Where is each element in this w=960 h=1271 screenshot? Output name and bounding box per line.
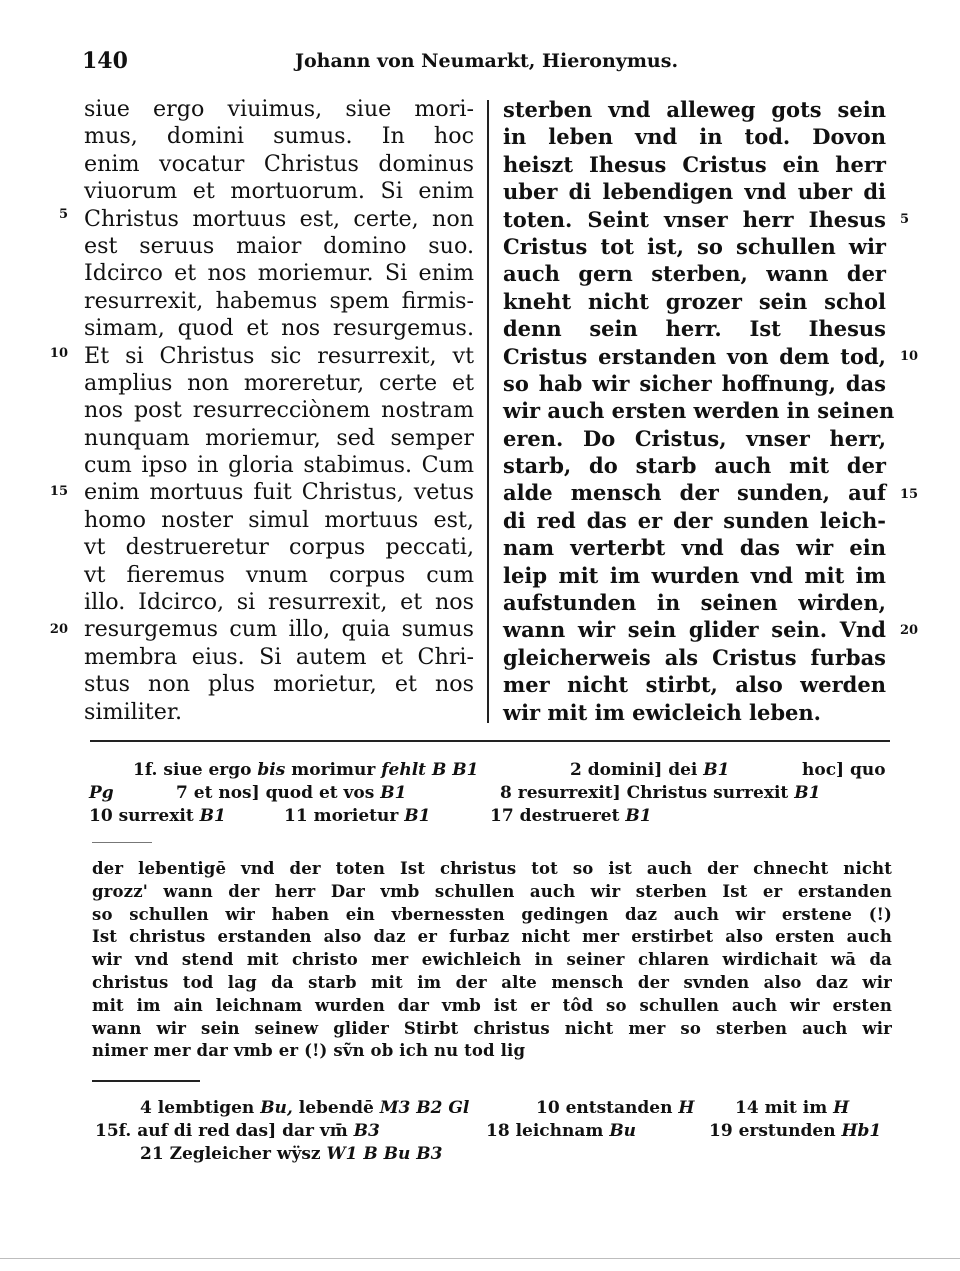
latin-line: enim mortuus fuit Christus, vetus [84,479,474,506]
apparatus-entry: 1f. siue ergo bis morimur fehlt B B1 [133,760,479,780]
german-line: kneht nicht grozer sein schol [503,288,886,314]
manuscript-line: nimer mer dar vmb er (!) sṽn ob ich nu tod lig [92,1041,526,1061]
manuscript-line: Ist christus erstanden also daz er furbaz nicht mer erstirbet also ersten auch [92,927,892,947]
column-divider [487,100,489,723]
page-number: 140 [82,48,128,74]
apparatus-entry: 14 mit im H [735,1098,850,1118]
latin-line: Idcirco et nos moriemur. Si enim [84,260,474,287]
german-line: sterben vnd alleweg gots sein [503,97,886,122]
latin-line: resurrexit, habemus spem firmis- [84,287,474,314]
manuscript-text [92,858,892,1063]
manuscript-line: christus tod lag da starb mit im der alte mensch der svnden also daz wir [92,972,892,992]
german-line: Cristus erstanden von dem tod, [503,343,886,369]
apparatus-entry: 19 erstunden Hb1 [709,1121,882,1141]
german-line: alde mensch der sunden, auf [503,480,886,506]
german-line: di red das er der sunden leich- [503,507,886,533]
latin-line: Christus mortuus est, certe, non [84,205,474,232]
latin-line: simam, quod et nos resurgemus. [84,315,474,342]
latin-line: Et si Christus sic resurrexit, vt [84,342,474,369]
line-number: 5 [900,212,910,227]
german-line: auch gern sterben, wann der [503,261,886,287]
latin-line: nunquam moriemur, sed semper [84,424,474,451]
line-number: 15 [900,487,919,502]
line-number: 20 [49,622,68,637]
german-line: in leben vnd in tod. Dovon [503,124,886,150]
german-line: Cristus tot ist, so schullen wir [503,233,886,259]
german-column [503,96,895,726]
apparatus-entry: 2 domini] dei B1 [570,760,730,780]
german-line: mer nicht stirbt, also werden [503,672,886,698]
german-line: heiszt Ihesus Cristus ein herr [503,151,886,177]
manuscript-line: grozz' wann der herr Dar vmb schullen auch wir sterben Ist er erstanden [92,881,892,901]
line-number: 10 [900,349,919,364]
manuscript-line: wir vnd stend mit christo mer ewichleich in seiner chlaren wirdichait wā da [92,950,892,970]
apparatus-entry: 10 surrexit B1 [89,806,226,826]
line-number: 15 [49,484,68,499]
latin-line: amplius non moreretur, certe et [84,369,474,396]
apparatus-entry: 10 entstanden H [536,1098,695,1118]
manuscript-line: der lebentigē vnd der toten Ist christus tot so ist auch der chnecht nicht [92,859,892,878]
german-line: wann wir sein glider sein. Vnd [503,617,886,643]
german-line: eren. Do Cristus, vnser herr, [503,425,886,451]
german-line: gleicherweis als Cristus furbas [503,644,886,670]
german-line: aufstunden in seinen wirden, [503,590,886,616]
latin-line: stus non plus morietur, et nos [84,671,474,698]
german-line: nam verterbt vnd das wir ein [503,535,886,561]
critical-apparatus-german [0,1098,960,1168]
latin-line: membra eius. Si autem et Chri- [84,643,474,670]
apparatus-entry: 18 leichnam Bu [486,1121,637,1141]
latin-line: vt destrueretur corpus peccati, [84,534,474,561]
apparatus-rule-short [92,1080,200,1082]
manuscript-line: wann wir sein seinew glider Stirbt christus nicht mer so sterben auch wir [92,1018,892,1038]
line-number: 5 [58,207,68,222]
latin-line: illo. Idcirco, si resurrexit, et nos [84,589,474,616]
german-line: so hab wir sicher hoffnung, das [503,370,886,396]
apparatus-entry: 7 et nos] quod et vos B1 [176,783,407,803]
german-line: wir mit im ewicleich leben. [503,699,821,725]
german-line: starb, do starb auch mit der [503,453,886,479]
apparatus-entry: Pg [89,783,114,803]
german-line: uber di lebendigen vnd uber di [503,179,886,205]
running-title: Johann von Neumarkt, Hieronymus. [295,50,679,72]
short-rule [92,842,152,843]
latin-line: homo noster simul mortuus est, [84,506,474,533]
apparatus-entry: 4 lembtigen Bu, lebendē M3 B2 Gl [140,1098,470,1118]
latin-line: siue ergo viuimus, siue mori- [84,96,474,122]
latin-line: vt fieremus vnum corpus cum [84,561,474,588]
manuscript-line: so schullen wir haben ein vbernessten gedingen daz auch wir erstene (!) [92,904,892,924]
line-number: 10 [49,346,68,361]
latin-line: mus, domini sumus. In hoc [84,123,474,150]
german-line: toten. Seint vnser herr Ihesus [503,206,886,232]
latin-line: nos post resurrecciònem nostram [84,397,474,424]
german-line: denn sein herr. Ist Ihesus [503,316,886,342]
apparatus-entry: 11 morietur B1 [284,806,431,826]
apparatus-entry: hoc] quo [802,760,886,780]
apparatus-entry: 21 Zegleicher wÿsz W1 B Bu B3 [140,1144,443,1164]
critical-apparatus-latin [0,760,960,830]
apparatus-entry: 17 destrueret B1 [490,806,652,826]
line-number: 20 [900,623,919,638]
latin-column [84,96,474,726]
latin-line: similiter. [84,698,183,725]
latin-line: viuorum et mortuorum. Si enim [84,178,474,205]
apparatus-rule [90,740,890,742]
page-header [80,44,890,78]
latin-line: est seruus maior domino suo. [84,232,474,259]
german-line: wir auch ersten werden in seinen [503,398,895,424]
apparatus-entry: 15f. auf di red das] dar vm̄ B3 [95,1121,380,1141]
manuscript-line: mit im ain leichnam wurden dar vmb ist er tôd so schullen auch wir ersten [92,995,892,1015]
latin-line: resurgemus cum illo, quia sumus [84,616,474,643]
german-line: leip mit im wurden vnd mit im [503,562,886,588]
apparatus-entry: 8 resurrexit] Christus surrexit B1 [500,783,821,803]
latin-line: enim vocatur Christus dominus [84,150,474,177]
page-bottom-edge [0,1258,960,1259]
latin-line: cum ipso in gloria stabimus. Cum [84,452,474,479]
